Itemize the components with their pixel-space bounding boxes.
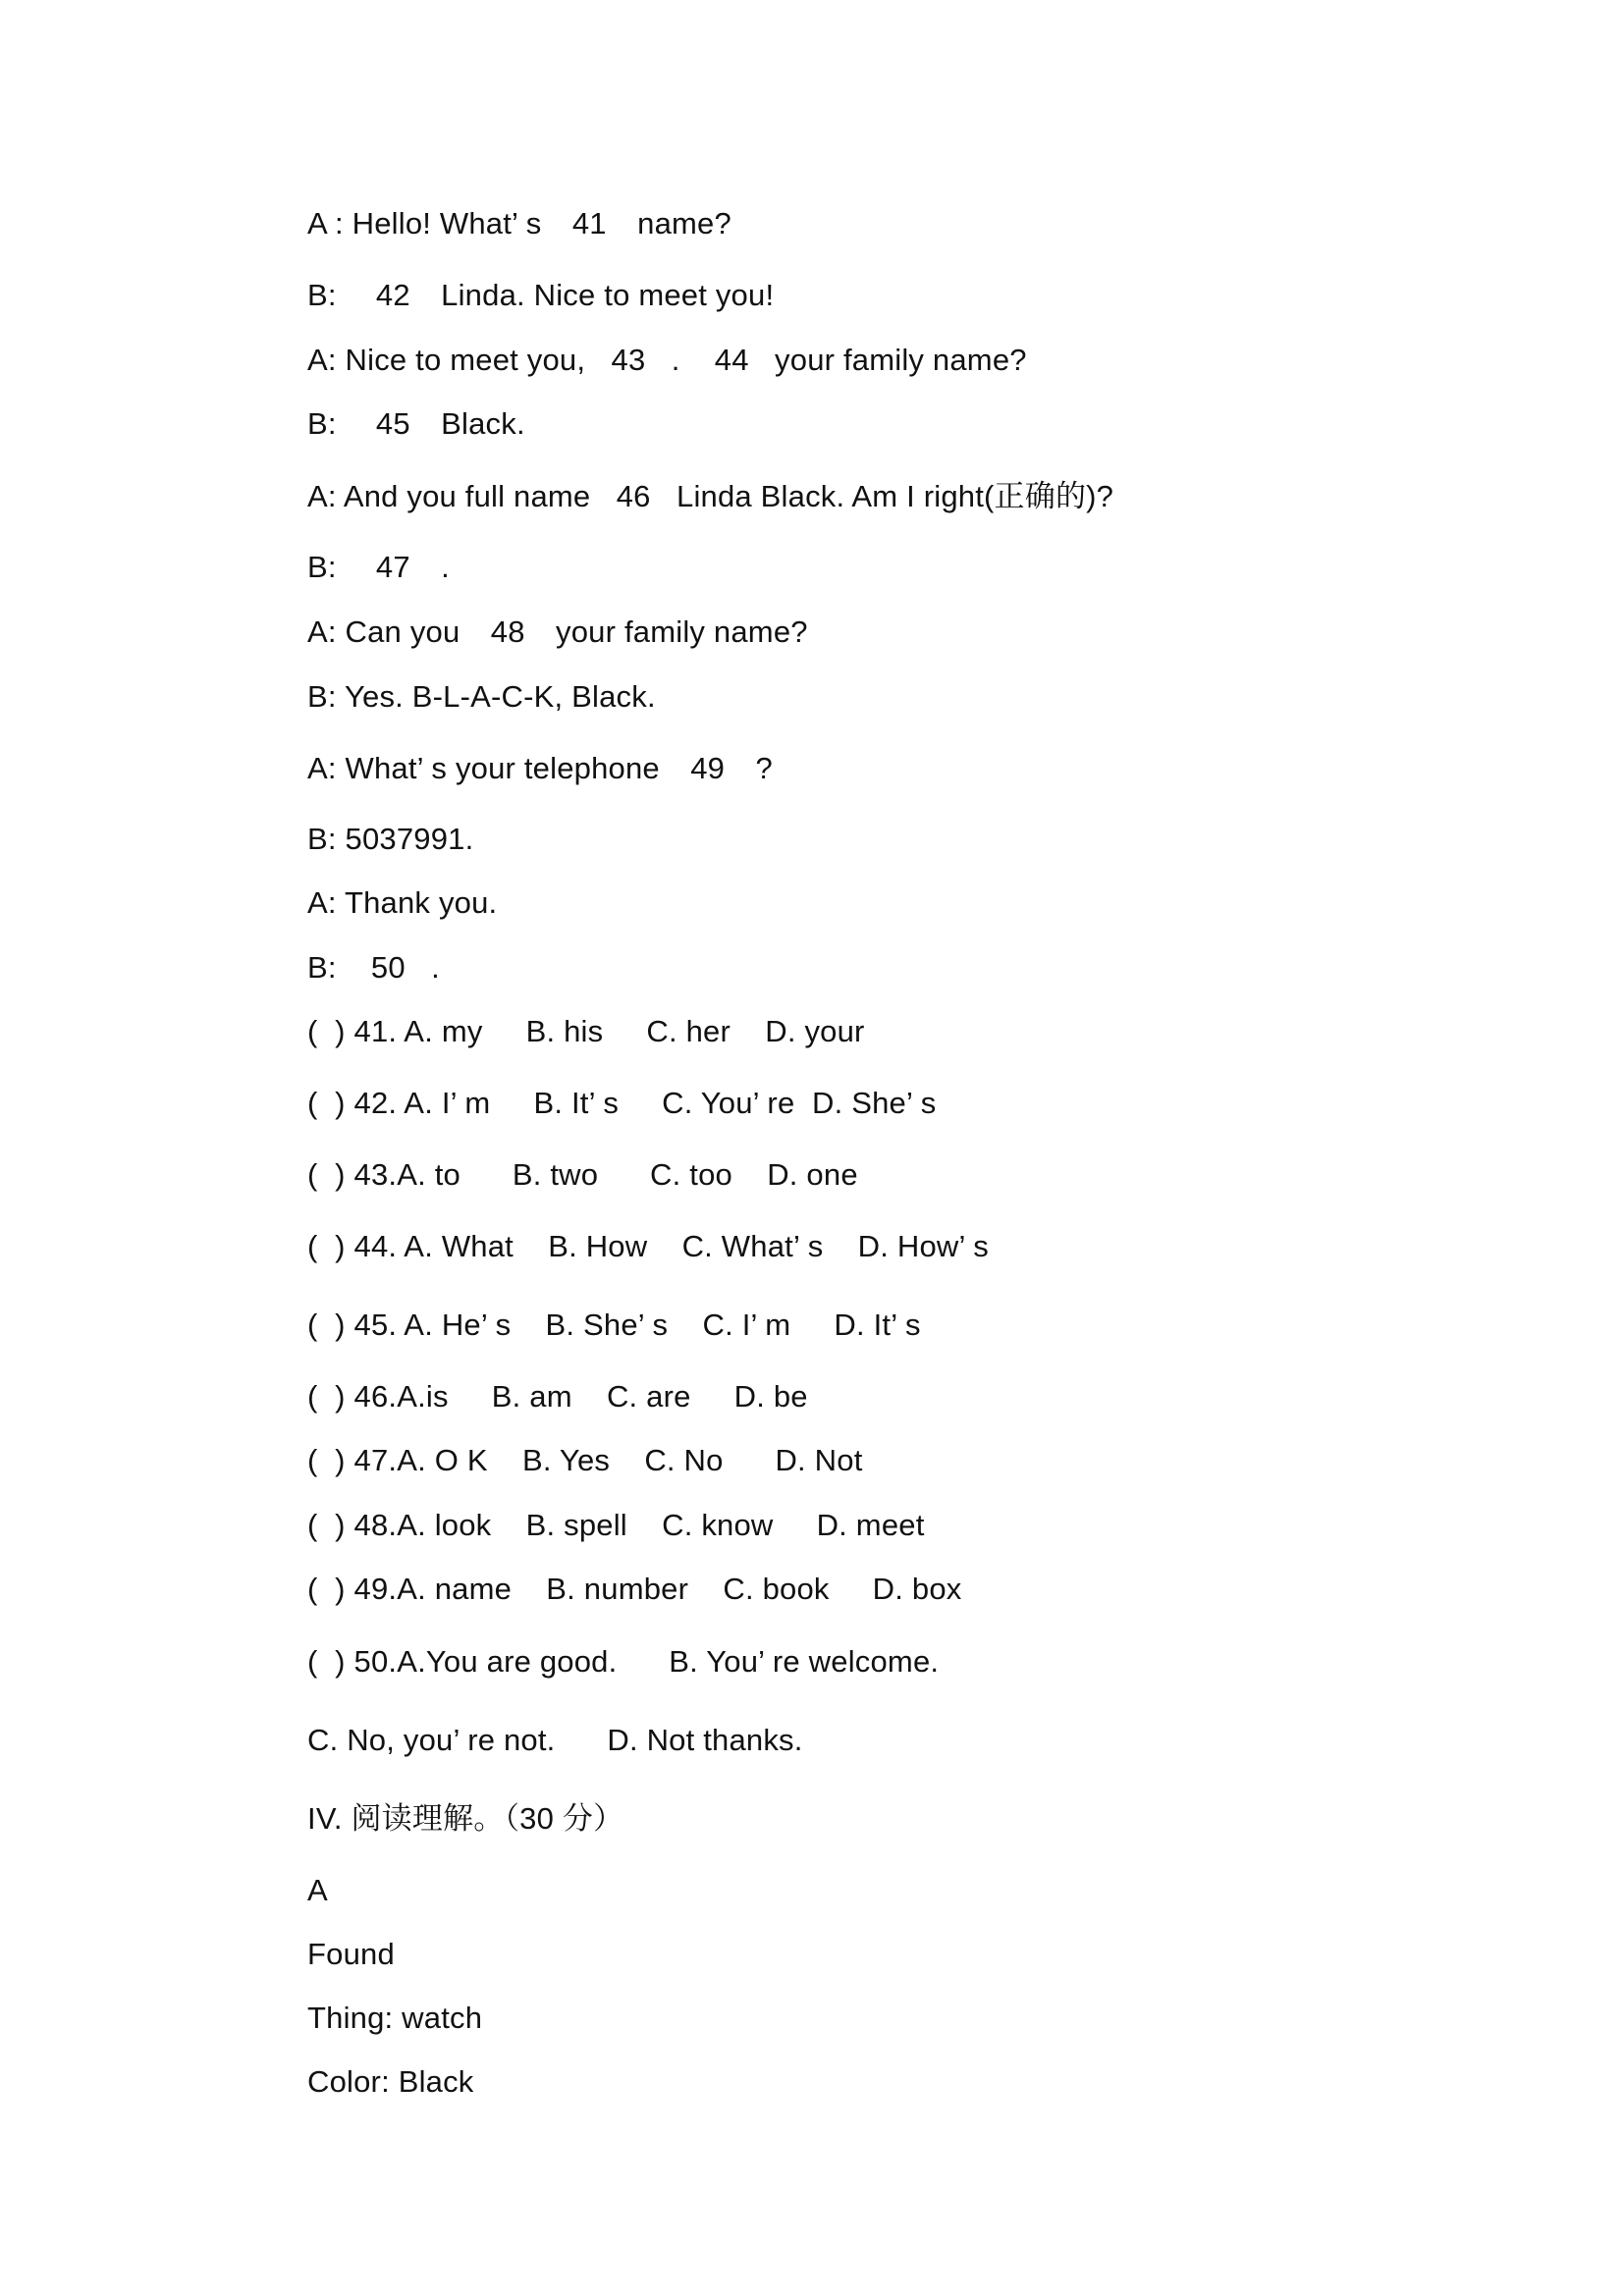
dialogue-line-11: A: Thank you. [307,885,498,920]
dialogue-line-12: B: 50 . [307,948,440,988]
section-heading: IV. 阅读理解。（30 分） [307,1801,624,1836]
dialogue-line-9: A: What’ s your telephone 49 ? [307,749,773,788]
question-45: ( ) 45. A. He’ s B. She’ s C. I’ m D. It’ s [307,1308,921,1342]
answer-bracket[interactable]: ( ) [307,1508,346,1542]
blank-46: 46 [616,479,651,513]
question-42: ( ) 42. A. I’ m B. It’ s C. You’ re D. She’ s [307,1086,937,1120]
dialogue-line-3: A: Nice to meet you, 43 . 44 your family name? [307,341,1027,380]
blank-47: 47 [375,550,410,584]
notice-title: Found [307,1937,395,1971]
question-49: ( ) 49.A. name B. number C. book D. box [307,1572,962,1606]
question-47: ( ) 47.A. O K B. Yes C. No D. Not [307,1443,863,1477]
question-50-continued: C. No, you’ re not. D. Not thanks. [307,1723,803,1757]
dialogue-line-1: A : Hello! What’ s 41 name? [307,204,731,243]
blank-48: 48 [490,614,525,649]
blank-45: 45 [375,406,410,441]
dialogue-line-4: B: 45 Black. [307,404,525,444]
passage-label: A [307,1873,328,1907]
dialogue-line-10: B: 5037991. [307,822,474,856]
blank-44: 44 [714,343,749,377]
notice-line-color: Color: Black [307,2064,474,2099]
answer-bracket[interactable]: ( ) [307,1014,346,1048]
dialogue-line-2: B: 42 Linda. Nice to meet you! [307,276,774,315]
answer-bracket[interactable]: ( ) [307,1572,346,1606]
dialogue-line-6: B: 47 . [307,548,450,587]
question-43: ( ) 43.A. to B. two C. too D. one [307,1157,858,1192]
question-46: ( ) 46.A.is B. am C. are D. be [307,1379,808,1414]
notice-line-thing: Thing: watch [307,2001,483,2035]
answer-bracket[interactable]: ( ) [307,1086,346,1120]
blank-49: 49 [690,751,726,785]
blank-50: 50 [370,950,406,985]
answer-bracket[interactable]: ( ) [307,1644,346,1679]
blank-41: 41 [571,206,607,240]
dialogue-line-8: B: Yes. B-L-A-C-K, Black. [307,679,656,714]
answer-bracket[interactable]: ( ) [307,1443,346,1477]
answer-bracket[interactable]: ( ) [307,1379,346,1414]
answer-bracket[interactable]: ( ) [307,1229,346,1263]
dialogue-line-5: A: And you full name 46 Linda Black. Am I right(正确的)? [307,477,1113,516]
answer-bracket[interactable]: ( ) [307,1157,346,1192]
answer-bracket[interactable]: ( ) [307,1308,346,1342]
blank-42: 42 [375,278,410,312]
question-44: ( ) 44. A. What B. How C. What’ s D. How’ s [307,1229,989,1263]
question-50: ( ) 50.A.You are good. B. You’ re welcome. [307,1644,940,1679]
dialogue-line-7: A: Can you 48 your family name? [307,613,808,652]
blank-43: 43 [611,343,646,377]
question-48: ( ) 48.A. look B. spell C. know D. meet [307,1508,925,1542]
question-41: ( ) 41. A. my B. his C. her D. your [307,1014,865,1048]
